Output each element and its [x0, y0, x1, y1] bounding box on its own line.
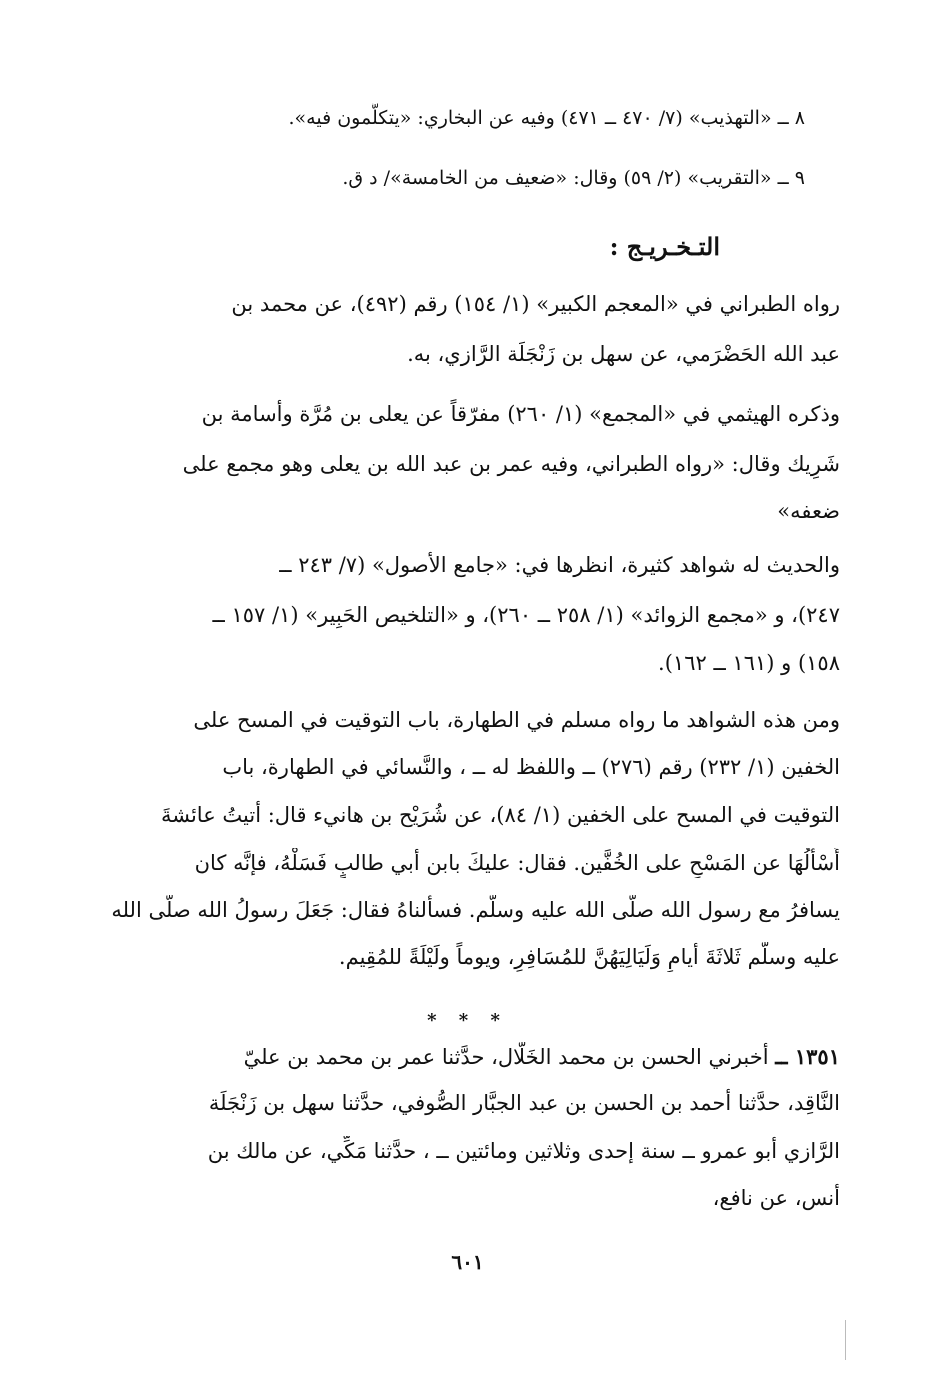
- hadith-number: ١٣٥١ ــ: [775, 1044, 840, 1069]
- hadith-line-4: أنس، عن نافع،: [712, 1186, 840, 1210]
- paragraph-1-line-1: رواه الطبراني في «المعجم الكبير» (١/ ١٥٤) رقم (٤٩٢)، عن محمد بن: [231, 292, 840, 316]
- hadith-line-3: الرَّازي أبو عمرو ــ سنة إحدى وثلاثين ومائتين ــ ، حدَّثنا مَكِّي، عن مالك بن: [207, 1139, 840, 1163]
- paragraph-2-line-1: وذكره الهيثمي في «المجمع» (١/ ٢٦٠) مفرّقاً عن يعلى بن مُرَّة وأسامة بن: [201, 402, 840, 426]
- paragraph-1-line-2: عبد الله الحَضْرَمي، عن سهل بن زَنْجَلَة الرَّازي، به.: [407, 342, 840, 366]
- paragraph-4-line-2: الخفين (١/ ٢٣٢) رقم (٢٧٦) ــ واللفظ له ــ ، والنَّسائي في الطهارة، باب: [222, 755, 840, 779]
- hadith-line-2: النَّاقِد، حدَّثنا أحمد بن الحسن بن عبد الجبَّار الصُّوفي، حدَّثنا سهل بن زَنْجَلَة: [208, 1091, 840, 1115]
- hadith-line-1-text: أخبرني الحسن بن محمد الخَلَّال، حدَّثنا عمر بن محمد بن عليّ: [243, 1045, 769, 1069]
- paragraph-4-line-6: عليه وسلَّم ثَلاثَةَ أيامٍ وَلَيَالِيَهُنَّ للمُسَافِرِ، ويوماً ولَيْلَةً للمُقِيم.: [338, 945, 840, 969]
- paragraph-4-line-4: أَسْأَلُهَا عن المَسْحِ على الخُفَّين. فقال: عليكَ بابن أبي طالبٍ فَسَلْهُ، فإنَّه كان: [194, 851, 840, 875]
- paragraph-2-line-3: ضعفه»: [777, 499, 840, 523]
- footnote-9: ٩ ــ «التقريب» (٢/ ٥٩) وقال: «ضعيف من الخامسة»/ د ق.: [342, 167, 805, 189]
- footnote-8: ٨ ــ «التهذيب» (٧/ ٤٧٠ ــ ٤٧١) وفيه عن البخاري: «يتكلَّمون فيه».: [288, 107, 805, 129]
- paragraph-2-line-2: شَرِيك وقال: «رواه الطبراني، وفيه عمر بن عبد الله بن يعلى وهو مجمع على: [182, 452, 840, 476]
- paragraph-3-line-2: ٢٤٧)، و «مجمع الزوائد» (١/ ٢٥٨ ــ ٢٦٠)، و «التلخيص الحَبِير» (١/ ١٥٧ ــ: [212, 603, 840, 627]
- page-number: ٦٠١: [451, 1250, 484, 1274]
- section-separator: * * *: [427, 1010, 508, 1031]
- hadith-line-1: [95, 1042, 840, 1072]
- paragraph-4-line-3: التوقيت في المسح على الخفين (١/ ٨٤)، عن شُرَيْح بن هانيء قال: أتيتُ عائشةَ: [160, 803, 840, 827]
- paragraph-4-line-5: يسافرُ مع رسول الله صلَّى الله عليه وسلَّم. فسألناهُ فقال: جَعَلَ رسولُ الله صلَّى الله: [111, 898, 840, 922]
- paragraph-4-line-1: ومن هذه الشواهد ما رواه مسلم في الطهارة، باب التوقيت في المسح على: [193, 708, 840, 732]
- section-heading: التـخـريـج :: [609, 232, 720, 261]
- paragraph-3-line-3: ١٥٨) و (١٦١ ــ ١٦٢).: [658, 651, 840, 675]
- scan-mark: [845, 1320, 846, 1360]
- paragraph-3-line-1: والحديث له شواهد كثيرة، انظرها في: «جامع الأصول» (٧/ ٢٤٣ ــ: [279, 553, 840, 577]
